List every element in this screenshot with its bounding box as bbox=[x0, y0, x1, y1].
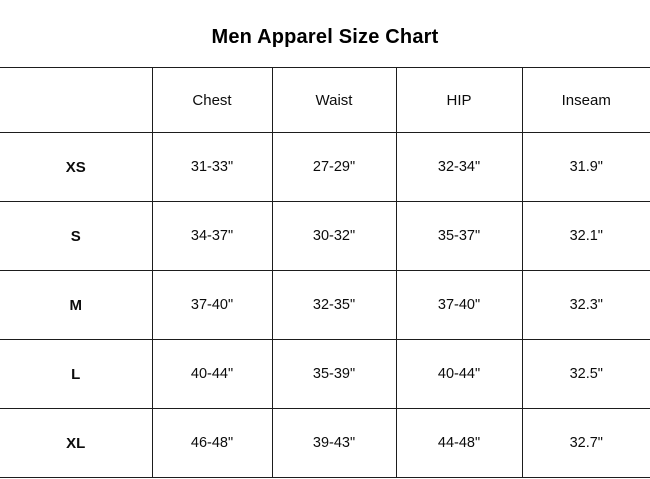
cell-s-waist: 30-32" bbox=[272, 202, 396, 271]
cell-l-inseam: 32.5" bbox=[522, 340, 650, 409]
table-row bbox=[0, 340, 650, 409]
cell-l-waist: 35-39" bbox=[272, 340, 396, 409]
cell-m-hip: 37-40" bbox=[396, 271, 522, 340]
column-header-hip: HIP bbox=[396, 68, 522, 133]
cell-l-hip: 40-44" bbox=[396, 340, 522, 409]
cell-m-inseam: 32.3" bbox=[522, 271, 650, 340]
cell-l-chest: 40-44" bbox=[152, 340, 272, 409]
row-label-xs: XS bbox=[0, 133, 152, 202]
column-header-waist: Waist bbox=[272, 68, 396, 133]
cell-m-waist: 32-35" bbox=[272, 271, 396, 340]
cell-s-hip: 35-37" bbox=[396, 202, 522, 271]
table-row bbox=[0, 202, 650, 271]
row-label-s: S bbox=[0, 202, 152, 271]
size-chart-table bbox=[0, 67, 650, 478]
cell-xl-waist: 39-43" bbox=[272, 409, 396, 478]
cell-xs-hip: 32-34" bbox=[396, 133, 522, 202]
page-title: Men Apparel Size Chart bbox=[211, 26, 439, 48]
table-header-row bbox=[0, 68, 650, 133]
row-label-l: L bbox=[0, 340, 152, 409]
column-header-chest: Chest bbox=[152, 68, 272, 133]
cell-m-chest: 37-40" bbox=[152, 271, 272, 340]
row-label-m: M bbox=[0, 271, 152, 340]
cell-xs-inseam: 31.9" bbox=[522, 133, 650, 202]
column-header-inseam: Inseam bbox=[522, 68, 650, 133]
table-header bbox=[0, 68, 650, 133]
cell-xl-hip: 44-48" bbox=[396, 409, 522, 478]
cell-s-chest: 34-37" bbox=[152, 202, 272, 271]
cell-xl-inseam: 32.7" bbox=[522, 409, 650, 478]
table-row bbox=[0, 133, 650, 202]
table-corner-cell bbox=[0, 68, 152, 133]
cell-xl-chest: 46-48" bbox=[152, 409, 272, 478]
table-body bbox=[0, 133, 650, 478]
cell-xs-chest: 31-33" bbox=[152, 133, 272, 202]
table-row bbox=[0, 409, 650, 478]
row-label-xl: XL bbox=[0, 409, 152, 478]
cell-xs-waist: 27-29" bbox=[272, 133, 396, 202]
cell-s-inseam: 32.1" bbox=[522, 202, 650, 271]
table-row bbox=[0, 271, 650, 340]
